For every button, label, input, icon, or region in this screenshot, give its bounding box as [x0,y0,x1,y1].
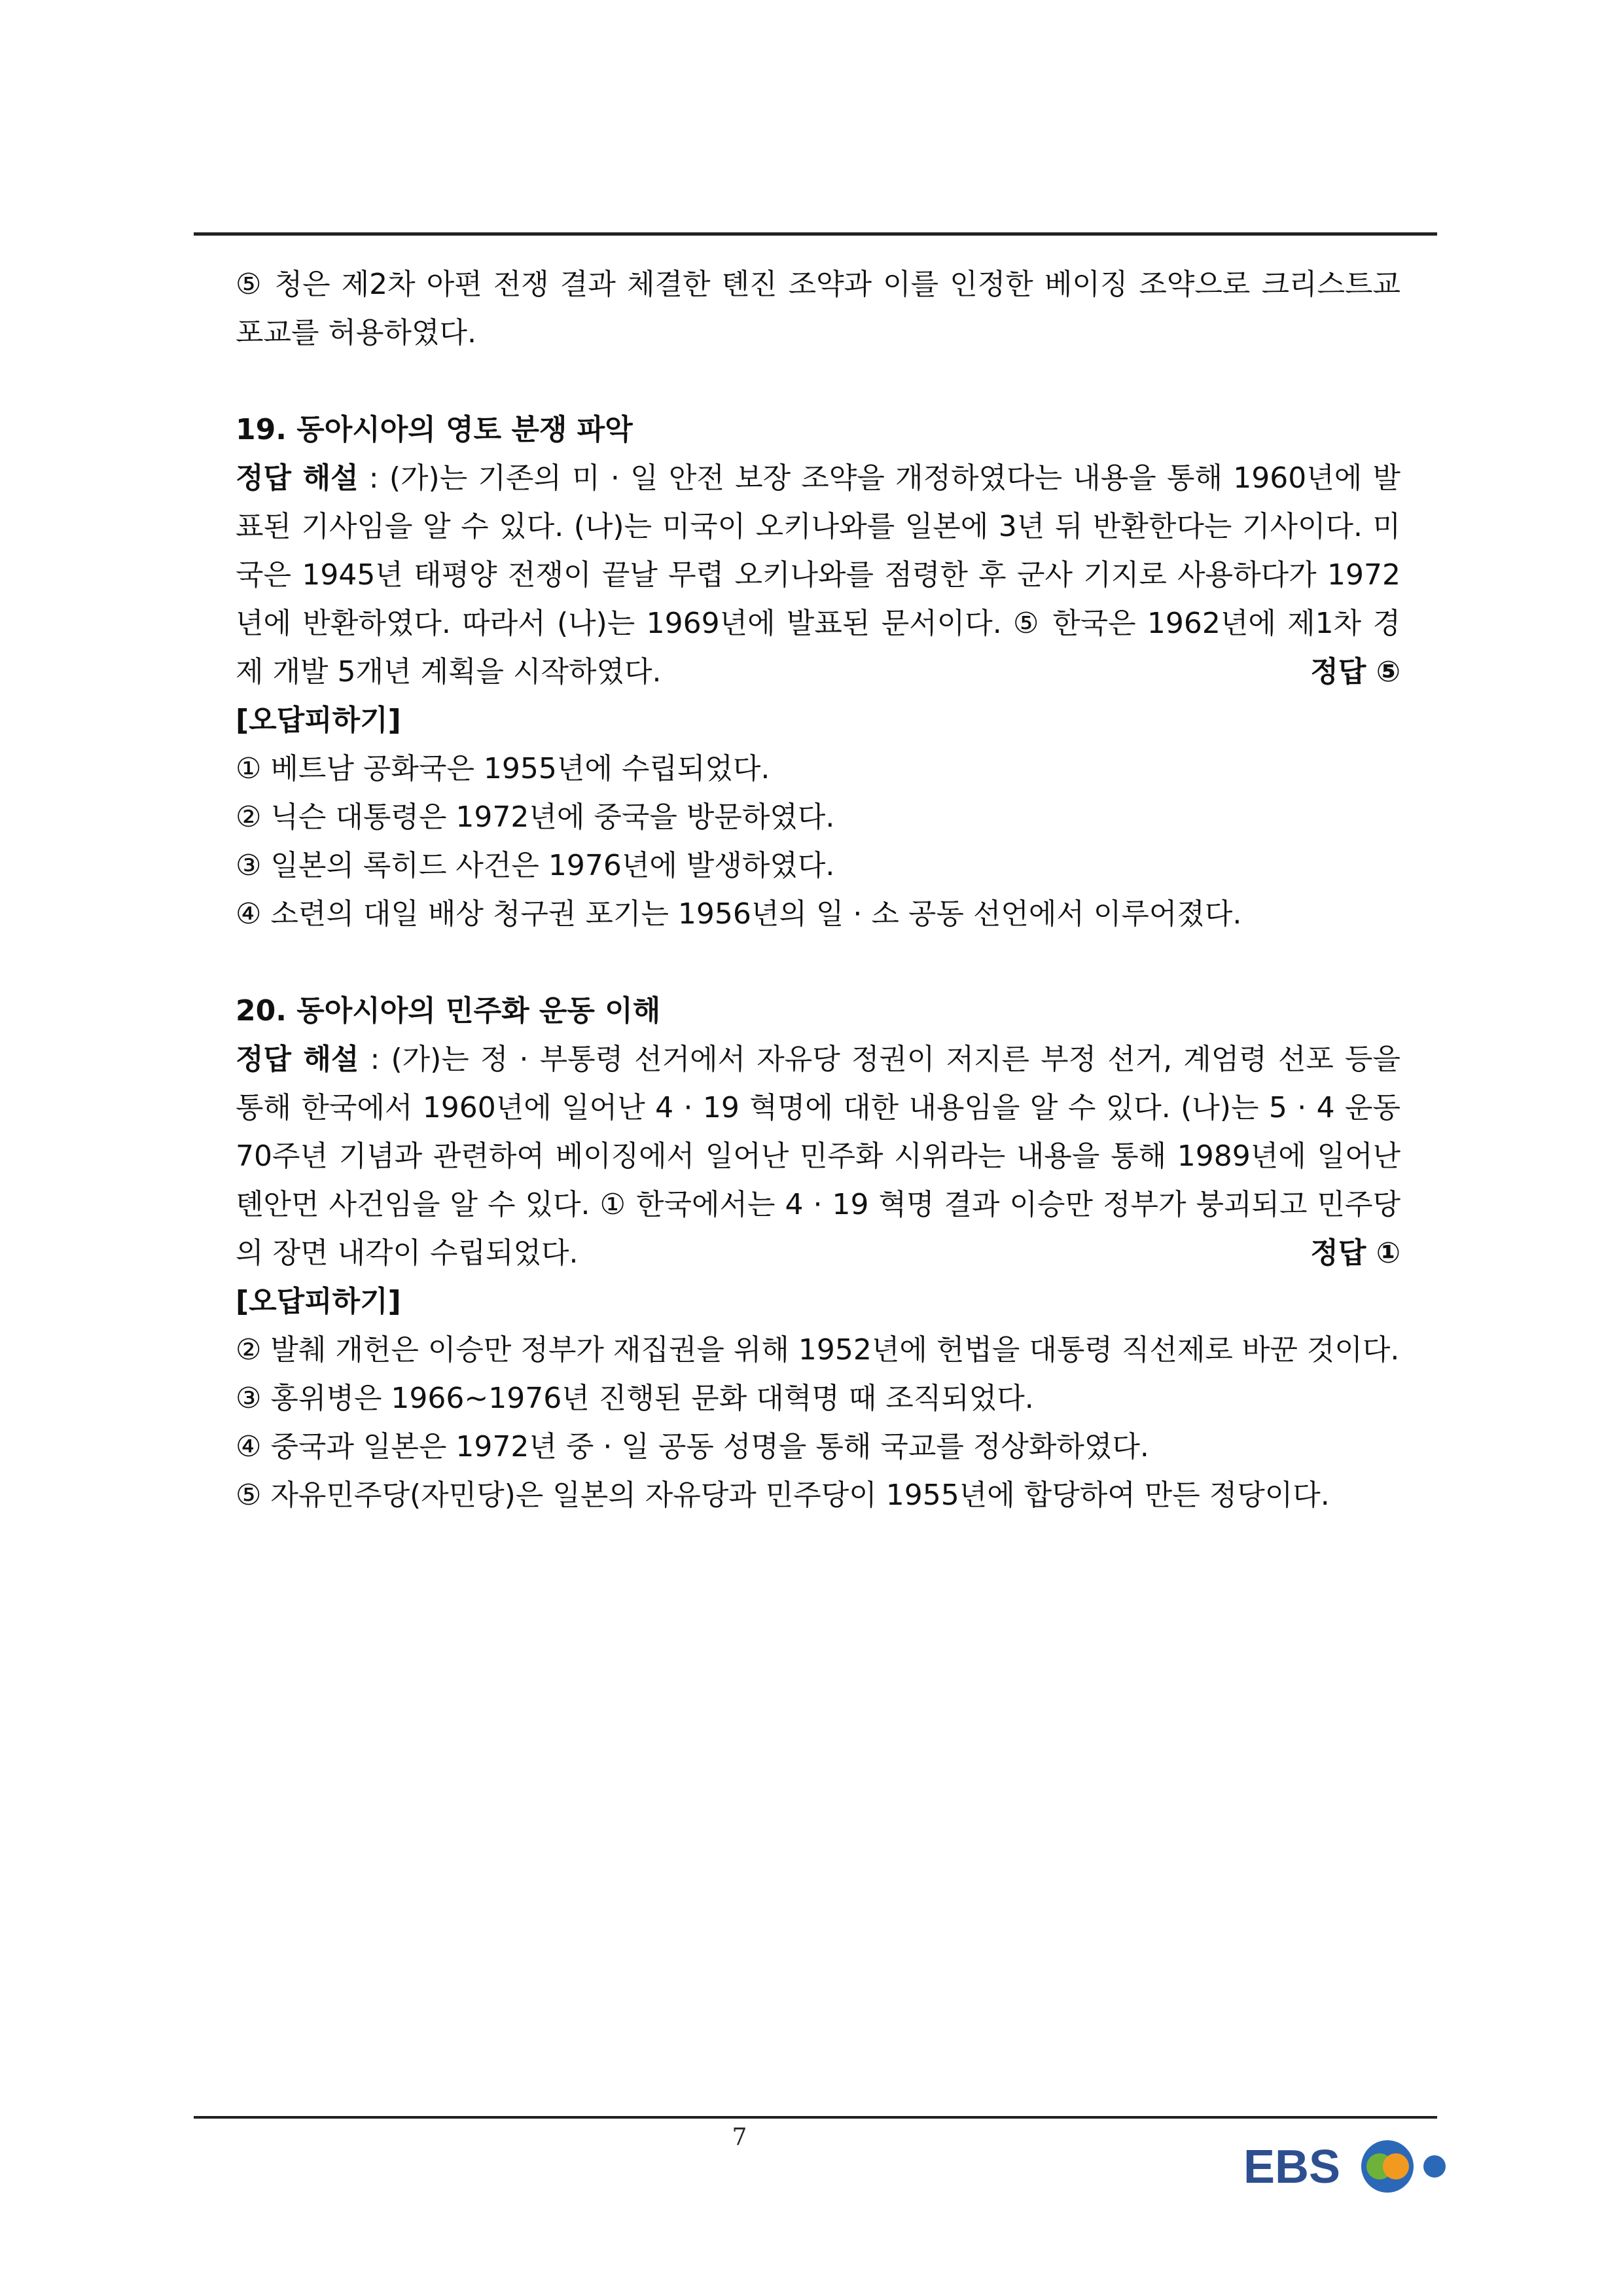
page-number: 7 [732,2124,747,2151]
wrong-answer-item: ③ 홍위병은 1966~1976년 진행된 문화 대혁명 때 조직되었다. [236,1382,1034,1415]
document-body [236,260,1400,1520]
explanation-label: 정답 해설 [236,1043,359,1076]
wrong-answer-item: ⑤ 자유민주당(자민당)은 일본의 자유당과 민주당이 1955년에 합당하여 만든 정당이다. [236,1479,1330,1512]
wrong-answer-item: ④ 중국과 일본은 1972년 중 · 일 공동 성명을 통해 국교를 정상화하였다. [236,1430,1149,1463]
spacer [236,357,1400,406]
ebs-logo-icon [1243,2130,1453,2202]
answer-label: 정답 ⑤ [1310,655,1400,689]
question-19-section [236,406,1400,939]
wrong-answer-item: ① 베트남 공화국은 1955년에 수립되었다. [236,752,770,785]
logo-small-dot-icon [1423,2155,1446,2178]
logo-text: EBS [1243,2141,1341,2193]
explanation-text: : (가)는 정 · 부통령 선거에서 자유당 정권이 저지른 부정 선거, 계엄령 선포 등을 통해 한국에서 1960년에 일어난 4 · 19 혁명에 대한 내용임을 알 수 있다. (나)는 5 · 4 운동 70주년 기념과 관련하여 베이징에서 일어난 민주화 시위라는 내용을 통해 1989년에 일어난 톈안먼 사건임을 알 수 있다. ① 한국에서는 4 · 19 혁명 결과 이승만 정부가 붕괴되고 민주당의 장면 내각이 수립되었다. [236,1043,1400,1270]
answer-label: 정답 ① [1310,1236,1400,1270]
explanation-label: 정답 해설 [236,461,359,495]
wrong-answer-item: ③ 일본의 록히드 사건은 1976년에 발생하였다. [236,849,835,882]
question-20-explanation [236,1035,1400,1278]
logo-orange-dot-icon [1383,2153,1409,2179]
wrong-answer-item: ④ 소련의 대일 배상 청구권 포기는 1956년의 일 · 소 공동 선언에서 이루어졌다. [236,897,1242,931]
wrong-answer-item: ② 닉슨 대통령은 1972년에 중국을 방문하였다. [236,800,835,834]
spacer [236,939,1400,987]
header-rule [194,232,1437,236]
question-20-heading: 20. 동아시아의 민주화 운동 이해 [236,994,661,1028]
question-19-heading: 19. 동아시아의 영토 분쟁 파악 [236,413,633,446]
wrong-answer-item: ② 발췌 개헌은 이승만 정부가 재집권을 위해 1952년에 헌법을 대통령 직선제로 바꾼 것이다. [236,1333,1400,1367]
question-19-explanation [236,454,1400,696]
footer-rule [194,2116,1437,2119]
lead-paragraph: ⑤ 청은 제2차 아편 전쟁 결과 체결한 톈진 조약과 이를 인정한 베이징 조약으로 크리스트교 포교를 허용하였다. [236,268,1400,350]
question-20-section [236,987,1400,1520]
explanation-text: : (가)는 기존의 미 · 일 안전 보장 조약을 개정하였다는 내용을 통해 1960년에 발표된 기사임을 알 수 있다. (나)는 미국이 오키나와를 일본에 3년 뒤 반환한다는 기사이다. 미국은 1945년 태평양 전쟁이 끝날 무렵 오키나와를 점령한 후 군사 기지로 사용하다가 1972년에 반환하였다. 따라서 (나)는 1969년에 발표된 문서이다. ⑤ 한국은 1962년에 제1차 경제 개발 5개년 계획을 시작하였다. [236,461,1400,689]
wrong-answer-label: [오답피하기] [236,704,401,737]
wrong-answer-label: [오답피하기] [236,1285,401,1318]
